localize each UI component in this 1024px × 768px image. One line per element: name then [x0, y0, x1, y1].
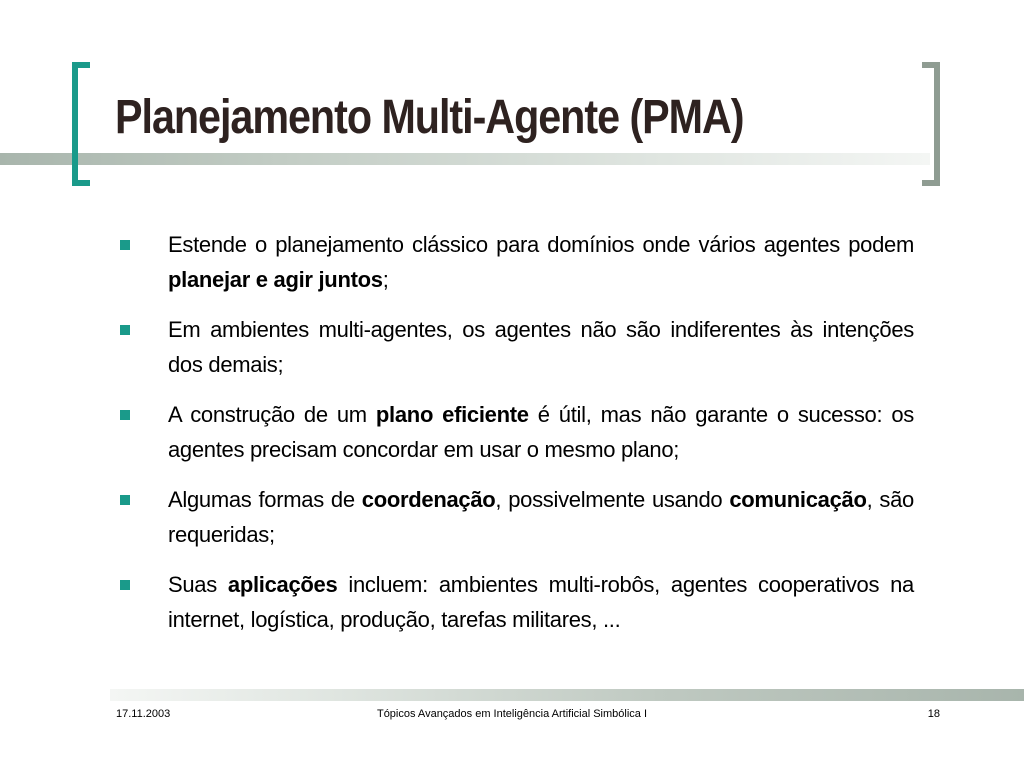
bullet-text — [168, 227, 914, 297]
bullet-emphasis: coordenação — [361, 487, 496, 512]
bullet-emphasis: plano eficiente — [375, 402, 529, 427]
square-bullet-icon — [120, 240, 130, 250]
square-bullet-icon — [120, 325, 130, 335]
bullet-item — [118, 227, 914, 297]
left-bracket-decoration — [72, 62, 90, 186]
bullet-emphasis: comunicação — [729, 487, 867, 512]
bullet-text — [168, 482, 914, 552]
footer-course-title: Tópicos Avançados em Inteligência Artificial Simbólica I — [376, 708, 648, 720]
bullet-segment: incluem: ambientes multi-robôs, agentes cooperativos na internet, logística, produção, tarefas militares, ... — [168, 572, 914, 632]
bullet-segment: , possivelmente usando — [495, 487, 730, 512]
square-bullet-icon — [120, 580, 130, 590]
bullet-item — [118, 397, 914, 467]
bullet-list — [118, 227, 914, 652]
bullet-segment: Estende o planejamento clássico para domínios onde vários agentes podem — [168, 232, 914, 257]
right-bracket-decoration — [922, 62, 940, 186]
bullet-item — [118, 312, 914, 382]
bullet-text — [168, 397, 914, 467]
bullet-segment: A construção de um — [168, 402, 376, 427]
page-number: 18 — [927, 708, 940, 720]
square-bullet-icon — [120, 410, 130, 420]
bullet-text — [168, 312, 914, 382]
footer-divider-line — [110, 689, 1024, 701]
bullet-segment: Suas — [168, 572, 228, 597]
title-divider-line — [0, 153, 930, 165]
bullet-item — [118, 482, 914, 552]
bullet-segment: Em ambientes multi-agentes, os agentes não são indiferentes às intenções dos demais; — [168, 317, 914, 377]
bullet-text — [168, 567, 914, 637]
bullet-segment: é útil, mas não garante o sucesso: os agentes precisam concordar em usar o mesmo plano; — [168, 402, 914, 462]
bullet-segment: Algumas formas de — [168, 487, 362, 512]
bullet-segment: ; — [382, 267, 389, 292]
square-bullet-icon — [120, 495, 130, 505]
footer-date: 17.11.2003 — [116, 708, 171, 720]
bullet-item — [118, 567, 914, 637]
slide-title: Planejamento Multi-Agente (PMA) — [115, 91, 744, 144]
bullet-emphasis: aplicações — [227, 572, 338, 597]
bullet-emphasis: planejar e agir juntos — [168, 267, 383, 292]
bullet-segment: , são requeridas; — [168, 487, 914, 547]
